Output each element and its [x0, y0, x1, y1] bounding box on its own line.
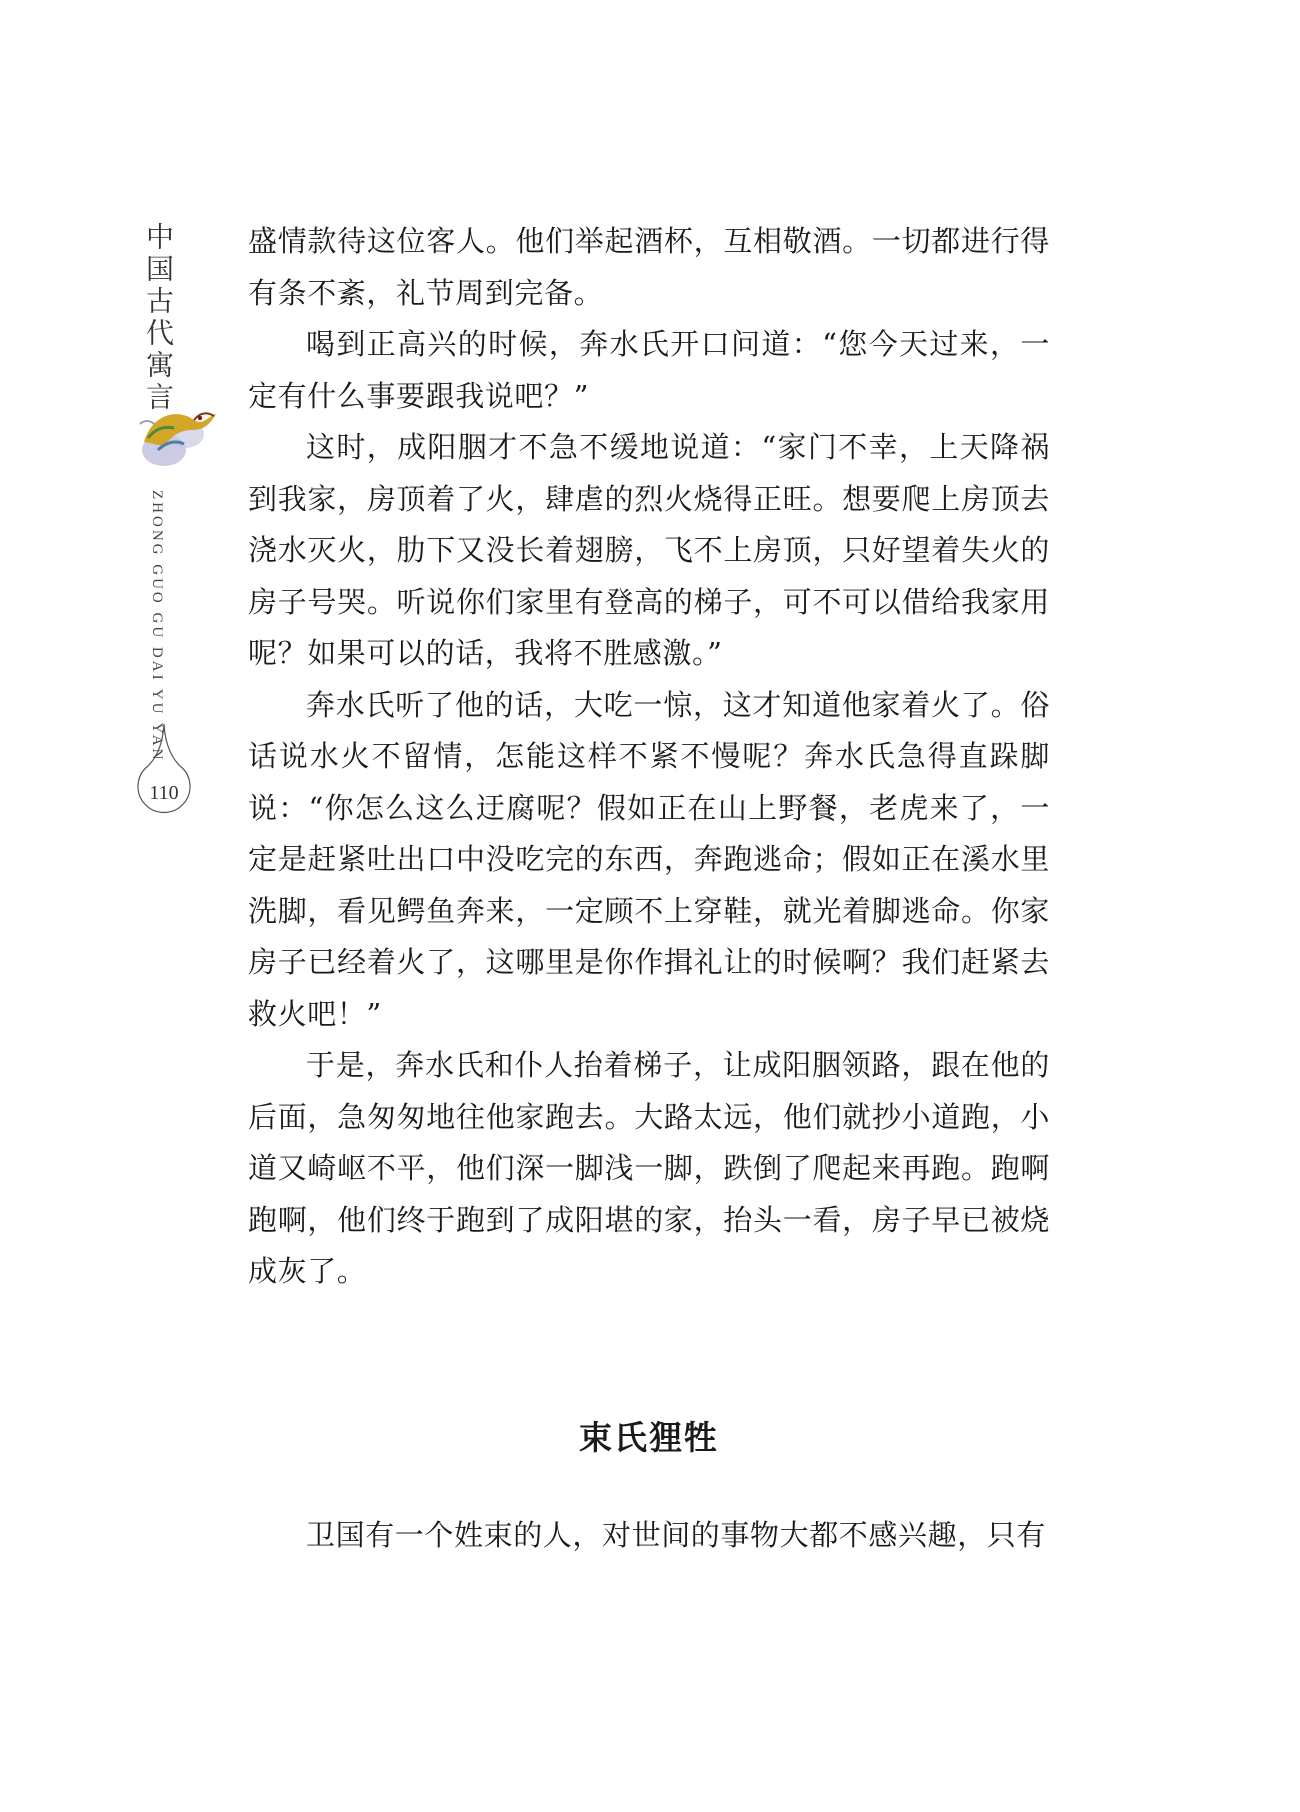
book-title: 中国古代寓言 [142, 222, 175, 414]
paragraph: 这时，成阳胭才不急不缓地说道：“家门不幸，上天降祸到我家，房顶着了火，肆虐的烈火烧得正旺。想要爬上房顶去浇水灭火，肋下又没长着翅膀，飞不上房顶，只好望着失火的房子号哭。听说你们家里有登高的梯子，可不可以借给我家用呢？如果可以的话，我将不胜感激。” [248, 430, 1050, 670]
story-text [248, 216, 1050, 1298]
page-number-badge [134, 720, 194, 820]
book-title-pinyin: ZHONG GUO GU DAI YU YAN [149, 490, 165, 763]
page-number: 110 [149, 782, 179, 804]
paragraph: 于是，奔水氏和仆人抬着梯子，让成阳胭领路，跟在他的后面，急匆匆地往他家跑去。大路太远，他们就抄小道跑，小道又崎岖不平，他们深一脚浅一脚，跌倒了爬起来再跑。跑啊跑啊，他们终于跑到了成阳堪的家，抬头一看，房子早已被烧成灰了。 [248, 1048, 1050, 1288]
paragraph-continued: 盛情款待这位客人。他们举起酒杯，互相敬酒。一切都进行得有条不紊，礼节周到完备。 [248, 224, 1050, 310]
paragraph: 卫国有一个姓束的人，对世间的事物大都不感兴趣，只有 [306, 1518, 1047, 1552]
paragraph: 奔水氏听了他的话，大吃一惊，这才知道他家着火了。俗话说水火不留情，怎能这样不紧不慢呢？奔水氏急得直跺脚说：“你怎么这么迂腐呢？假如正在山上野餐，老虎来了，一定是赶紧吐出口中没吃完的东西，奔跑逃命；假如正在溪水里洗脚，看见鳄鱼奔来，一定顾不上穿鞋，就光着脚逃命。你家房子已经着火了，这哪里是你作揖礼让的时候啊？我们赶紧去救火吧！” [248, 687, 1050, 1031]
dragon-icon [134, 394, 218, 470]
paragraph: 喝到正高兴的时候，奔水氏开口问道：“您今天过来，一定有什么事要跟我说吧？” [248, 327, 1050, 413]
sidebar [134, 222, 214, 822]
next-story-text [248, 1510, 1050, 1562]
section-title: 束氏狸牲 [579, 1418, 719, 1457]
